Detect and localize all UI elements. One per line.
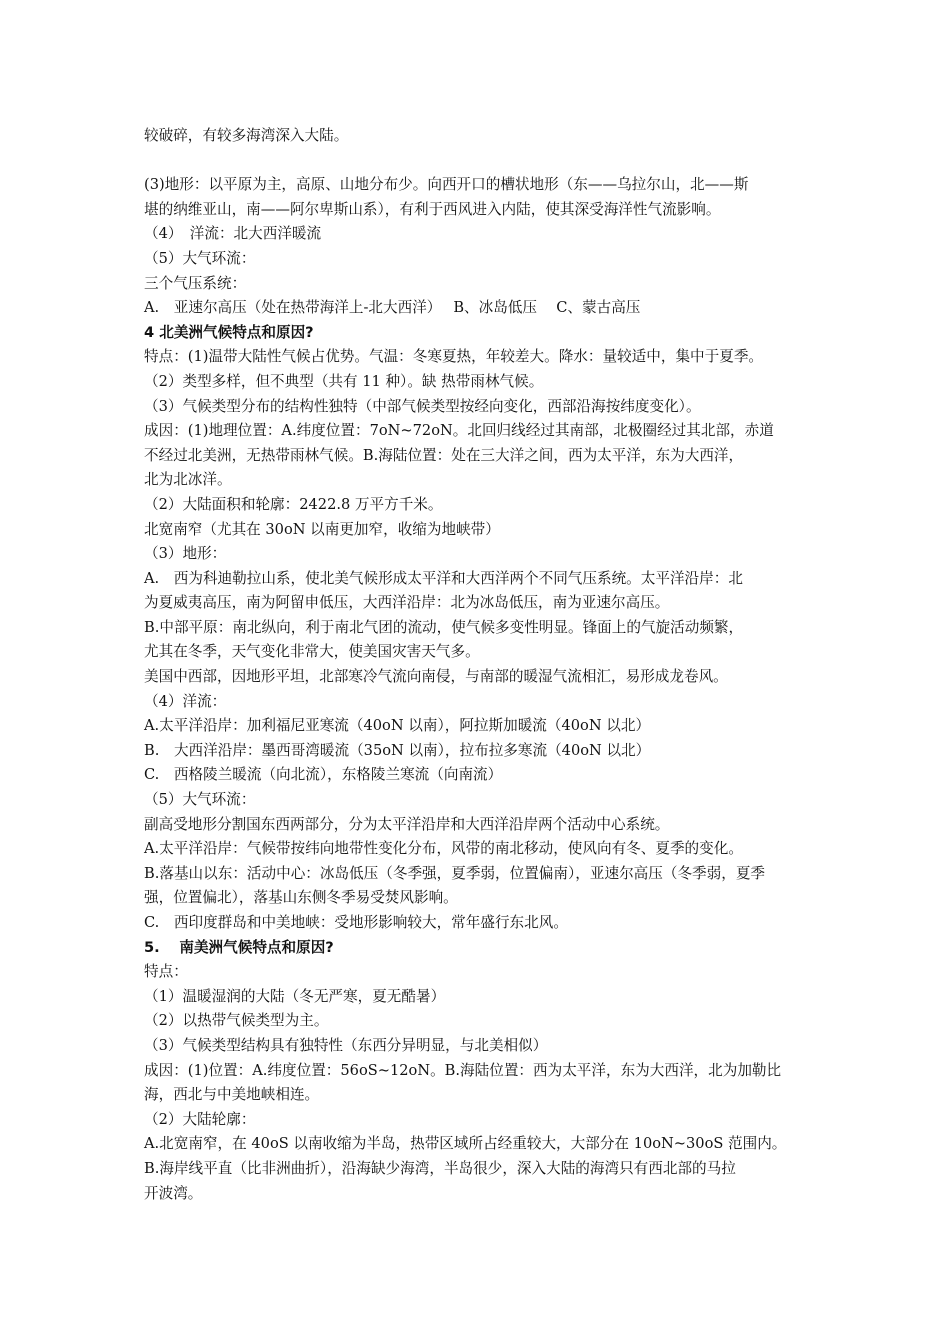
text-line: 为夏威夷高压，南为阿留申低压，大西洋沿岸：北为冰岛低压，南为亚速尔高压。	[144, 594, 670, 612]
text-line: 三个气压系统：	[144, 274, 247, 292]
blank-line	[144, 149, 834, 174]
text-line: B.中部平原：南北纵向，利于南北气团的流动，使气候多变性明显。锋面上的气旋活动频繁，	[144, 618, 744, 636]
text-line: （5）大气环流：	[144, 791, 256, 809]
text-line: 特点：(1)温带大陆性气候占优势。气温：冬寒夏热，年较差大。降水：量较适中，集中于夏季。	[144, 348, 764, 366]
text-line: 北宽南窄（尤其在 30oN 以南更加窄，收缩为地峡带）	[144, 520, 500, 538]
text-line: A. 西为科迪勒拉山系，使北美气候形成太平洋和大西洋两个不同气压系统。太平洋沿岸：北	[144, 569, 743, 587]
text-line: C. 西印度群岛和中美地峡：受地形影响较大，常年盛行东北风。	[144, 914, 568, 931]
text-line: （3）气候类型分布的结构性独特（中部气候类型按经向变化，西部沿海按纬度变化）。	[144, 397, 701, 415]
text-line: （4）洋流：	[144, 692, 227, 710]
text-line: 特点：	[144, 963, 188, 981]
text-line: （2）类型多样，但不典型（共有 11 种）。缺 热带雨林气候。	[144, 372, 544, 390]
text-line: （5）大气环流：	[144, 249, 256, 267]
text-line: （2）大陆面积和轮廓：2422.8 万平方千米。	[144, 495, 443, 513]
text-line: 尤其在冬季，天气变化非常大，使美国灾害天气多。	[144, 643, 480, 661]
text-line: A.北宽南窄，在 40oS 以南收缩为半岛，热带区域所占经重较大，大部分在 10oN~30oS 范围内。	[144, 1135, 787, 1153]
text-line: （4） 洋流：北大西洋暖流	[144, 225, 322, 243]
text-line: 开波湾。	[144, 1184, 203, 1202]
text-line: A.太平洋沿岸：气候带按纬向地带性变化分布，风带的南北移动，使风向有冬、夏季的变化。	[144, 840, 743, 858]
text-line: （3）气候类型结构具有独特性（东西分异明显，与北美相似）	[144, 1036, 548, 1054]
text-line: 成因：(1)地理位置：A.纬度位置：7oN~72oN。北回归线经过其南部，北极圈经过其北部，赤道	[144, 422, 774, 440]
text-line: 副高受地形分割国东西两部分，分为太平洋沿岸和大西洋沿岸两个活动中心系统。	[144, 815, 670, 833]
text-line: B. 大西洋沿岸：墨西哥湾暖流（35oN 以南），拉布拉多寒流（40oN 以北）	[144, 741, 651, 759]
text-line: 北为北冰洋。	[144, 471, 232, 489]
text-line: 较破碎，有较多海湾深入大陆。	[144, 127, 349, 144]
text-line: A. 亚速尔高压（处在热带海洋上-北大西洋） B、冰岛低压 C、蒙古高压	[144, 299, 641, 317]
text-line: （3）地形：	[144, 545, 227, 563]
section-heading-south-america: 5. 南美洲气候特点和原因?	[144, 938, 334, 956]
text-line: C. 西格陵兰暖流（向北流），东格陵兰寒流（向南流）	[144, 766, 503, 784]
text-line: B.落基山以东：活动中心：冰岛低压（冬季强，夏季弱，位置偏南），亚速尔高压（冬季弱，夏季	[144, 864, 766, 882]
text-line: 堪的纳维亚山，南——阿尔卑斯山系），有利于西风进入内陆，使其深受海洋性气流影响。	[144, 200, 721, 218]
text-line: 不经过北美洲，无热带雨林气候。B.海陆位置：处在三大洋之间，西为太平洋，东为大西洋，	[144, 446, 744, 464]
text-line: （2）大陆轮廓：	[144, 1110, 256, 1128]
document-body	[144, 124, 834, 1206]
text-line: (3)地形：以平原为主，高原、山地分布少。向西开口的槽状地形（东——乌拉尔山，北——斯	[144, 176, 749, 194]
text-line: 强，位置偏北），落基山东侧冬季易受焚风影响。	[144, 889, 458, 907]
text-line: A.太平洋沿岸：加利福尼亚寒流（40oN 以南），阿拉斯加暖流（40oN 以北）	[144, 717, 651, 735]
text-line: B.海岸线平直（比非洲曲折），沿海缺少海湾，半岛很少，深入大陆的海湾只有西北部的马拉	[144, 1159, 736, 1177]
text-line: 海，西北与中美地峡相连。	[144, 1086, 320, 1104]
text-line: （1）温暖湿润的大陆（冬无严寒，夏无酷暑）	[144, 987, 446, 1005]
section-heading-north-america: 4 北美洲气候特点和原因?	[144, 323, 314, 341]
text-line: 成因：(1)位置：A.纬度位置：56oS~12oN。B.海陆位置：西为太平洋，东为大西洋，北为加勒比	[144, 1061, 782, 1079]
text-line: 美国中西部，因地形平坦，北部寒冷气流向南侵，与南部的暖湿气流相汇，易形成龙卷风。	[144, 668, 728, 686]
text-line: （2）以热带气候类型为主。	[144, 1012, 329, 1030]
